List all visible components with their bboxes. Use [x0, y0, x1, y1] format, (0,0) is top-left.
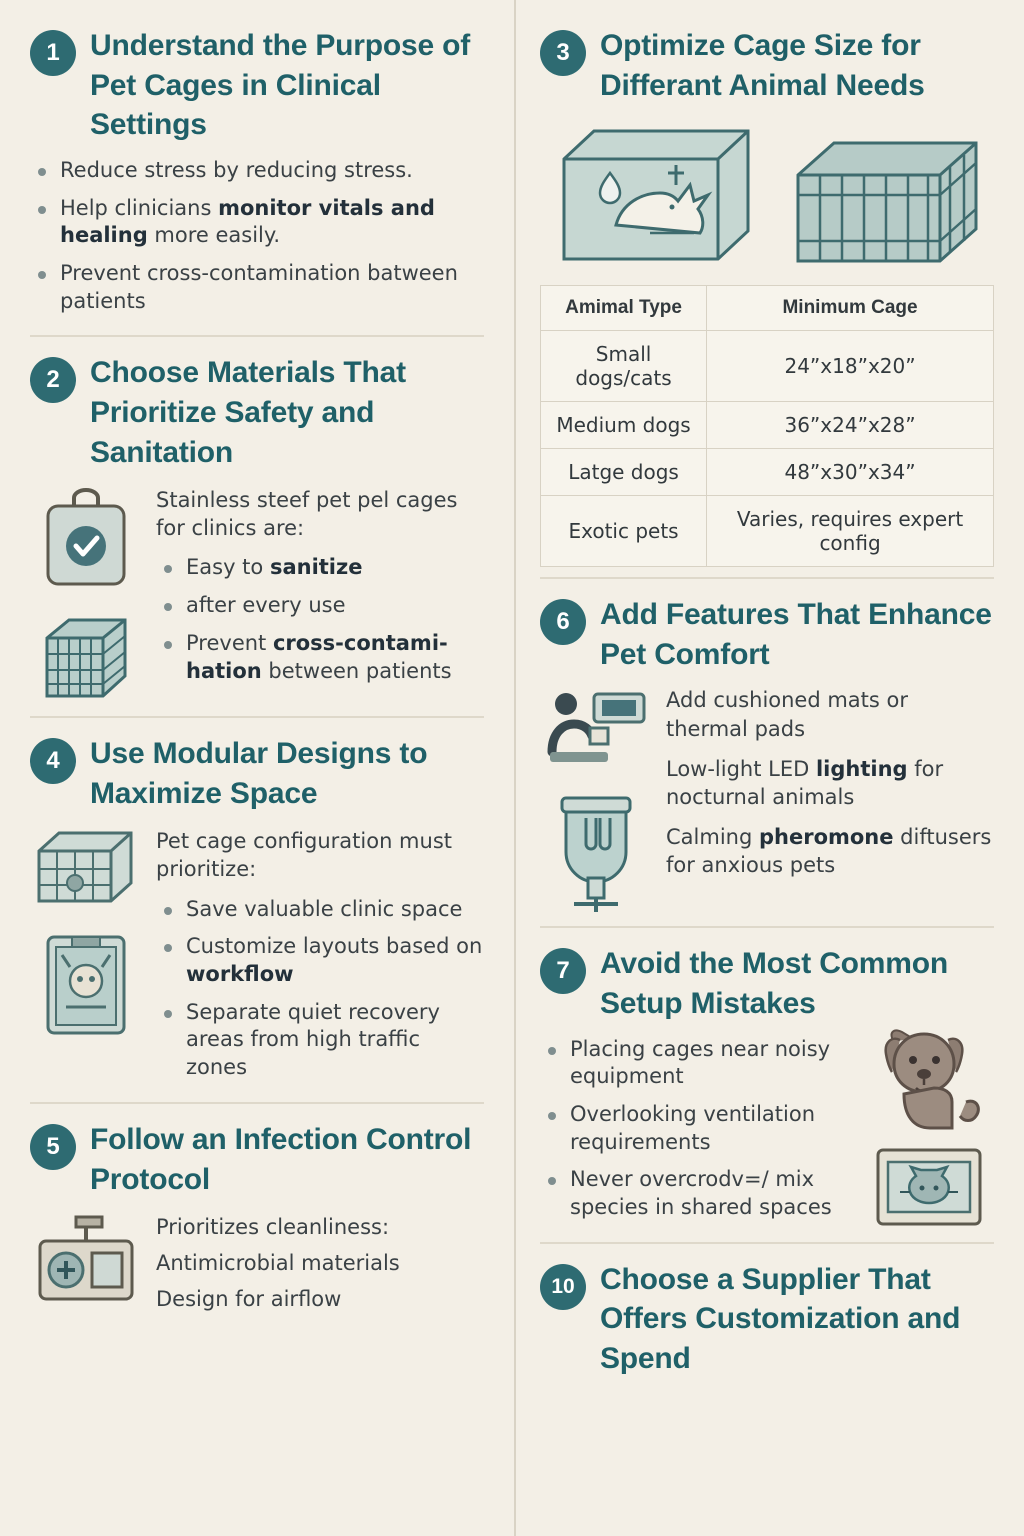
section-3-header [540, 26, 994, 105]
section-4-bullets [156, 896, 484, 1082]
list-item: Placing cages near noisy equipment [540, 1036, 864, 1091]
section-5-icons [30, 1211, 142, 1307]
section-6-body [540, 686, 994, 916]
section-2-body [30, 484, 484, 706]
list-item: Save valuable clinic space [156, 896, 484, 924]
section-4-badge: 4 [30, 738, 76, 784]
section-3-illustrations [540, 113, 994, 271]
section-4-title: Use Modular Designs to Maximize Space [90, 737, 428, 810]
list-item: after every use [156, 592, 484, 620]
cell-animal-type: Latge dogs [541, 449, 707, 496]
section-2-badge: 2 [30, 357, 76, 403]
section-6 [540, 577, 994, 926]
kennel-cat-icon [870, 1140, 988, 1232]
section-5-header [30, 1120, 484, 1199]
section-6-para-2: Low-light LED lighting for nocturnal animals [666, 756, 944, 809]
table-row [541, 449, 994, 496]
section-5-lead: Prioritizes cleanliness: [156, 1215, 390, 1240]
section-3-badge: 3 [540, 30, 586, 76]
list-item: Customize layouts based on workflow [156, 933, 484, 988]
metal-crate-icon [788, 131, 984, 271]
section-4-body [30, 825, 484, 1092]
cell-minimum-cage: 36”x24”x28” [707, 402, 994, 449]
list-item: Separate quiet recovery areas from high traffic zones [156, 999, 484, 1082]
section-1-bullets [30, 157, 484, 316]
section-10-title: Choose a Supplier That Offers Customization and Spend [600, 1262, 961, 1376]
list-item: Prevent cross-contamination batween patients [30, 260, 484, 315]
list-item: Never overcrodv=/ mix species in shared spaces [540, 1166, 864, 1221]
section-7-icons [864, 1024, 994, 1232]
section-1-header [30, 26, 484, 145]
section-6-header [540, 595, 994, 674]
section-6-icons [540, 686, 652, 916]
section-5-body [30, 1211, 484, 1321]
section-4-header [30, 734, 484, 813]
section-7 [540, 926, 994, 1242]
list-item: Prevent cross-contami-hation between patients [156, 630, 484, 685]
tag-check-icon [40, 484, 132, 596]
clipboard-pet-icon [36, 925, 136, 1043]
section-2-title: Choose Materials That Prioritize Safety and Sanitation [90, 356, 406, 469]
table-header-row [541, 286, 994, 331]
section-3-title: Optimize Cage Size for Differant Animal Needs [600, 29, 925, 102]
cell-animal-type: Small dogs/cats [541, 331, 707, 402]
section-7-header [540, 944, 994, 1023]
table-row [541, 331, 994, 402]
dog-icon [870, 1024, 988, 1134]
cell-minimum-cage: 24”x18”x20” [707, 331, 994, 402]
cell-animal-type: Medium dogs [541, 402, 707, 449]
section-6-para-3: Calming pheromone diftusers for anxious pets [666, 824, 992, 877]
section-6-badge: 6 [540, 599, 586, 645]
terrarium-dog-icon [550, 113, 762, 271]
list-item: Overlooking ventilation requirements [540, 1101, 864, 1156]
section-5-badge: 5 [30, 1124, 76, 1170]
cage-size-table [540, 285, 994, 567]
wire-cage-icon [37, 610, 135, 706]
section-3 [540, 26, 994, 577]
section-2-icons [30, 484, 142, 706]
table-row [541, 402, 994, 449]
section-7-title: Avoid the Most Common Setup Mistakes [600, 947, 949, 1020]
section-1-title: Understand the Purpose of Pet Cages in Clinical Settings [90, 29, 471, 142]
section-5-line-1: Antimicrobial materials [156, 1251, 400, 1276]
section-5-text [156, 1211, 484, 1321]
section-2-text [156, 484, 484, 695]
cell-minimum-cage: 48”x30”x34” [707, 449, 994, 496]
right-column [514, 0, 1024, 1536]
section-1-badge: 1 [30, 30, 76, 76]
section-4-icons [30, 825, 142, 1043]
section-6-text [666, 686, 994, 891]
section-4-lead: Pet cage configuration must prioritize: [156, 829, 452, 882]
modular-cage-icon [31, 825, 141, 911]
section-7-bullets [540, 1036, 864, 1232]
section-7-badge: 7 [540, 948, 586, 994]
section-2-bullets [156, 554, 484, 685]
section-6-title: Add Features That Enhance Pet Comfort [600, 598, 992, 671]
section-5 [30, 1102, 484, 1332]
list-item: Easy to sanitize [156, 554, 484, 582]
section-4-text [156, 825, 484, 1092]
cell-animal-type: Exotic pets [541, 496, 707, 567]
section-6-para-1: Add cushioned mats or thermal pads [666, 688, 909, 741]
section-10-header [540, 1260, 994, 1379]
section-2 [30, 335, 484, 716]
section-2-header [30, 353, 484, 472]
column-header-animal-type: Amimal Type [541, 286, 707, 331]
table-row [541, 496, 994, 567]
section-5-line-2: Design for airflow [156, 1287, 342, 1312]
section-10-badge: 10 [540, 1264, 586, 1310]
list-item: Reduce stress by reducing stress. [30, 157, 484, 185]
sanitizer-device-icon [30, 1211, 142, 1307]
section-10 [540, 1242, 994, 1389]
led-lamp-icon [544, 784, 648, 916]
cell-minimum-cage: Varies, requires expert config [707, 496, 994, 567]
section-2-lead: Stainless steef pet pel cages for clinics are: [156, 488, 458, 541]
technician-icon [542, 686, 650, 770]
section-4 [30, 716, 484, 1102]
section-5-title: Follow an Infection Control Protocol [90, 1122, 472, 1196]
list-item: Help clinicians monitor vitals and healing more easily. [30, 195, 484, 250]
section-1 [30, 26, 484, 335]
column-header-minimum-cage: Minimum Cage [707, 286, 994, 331]
